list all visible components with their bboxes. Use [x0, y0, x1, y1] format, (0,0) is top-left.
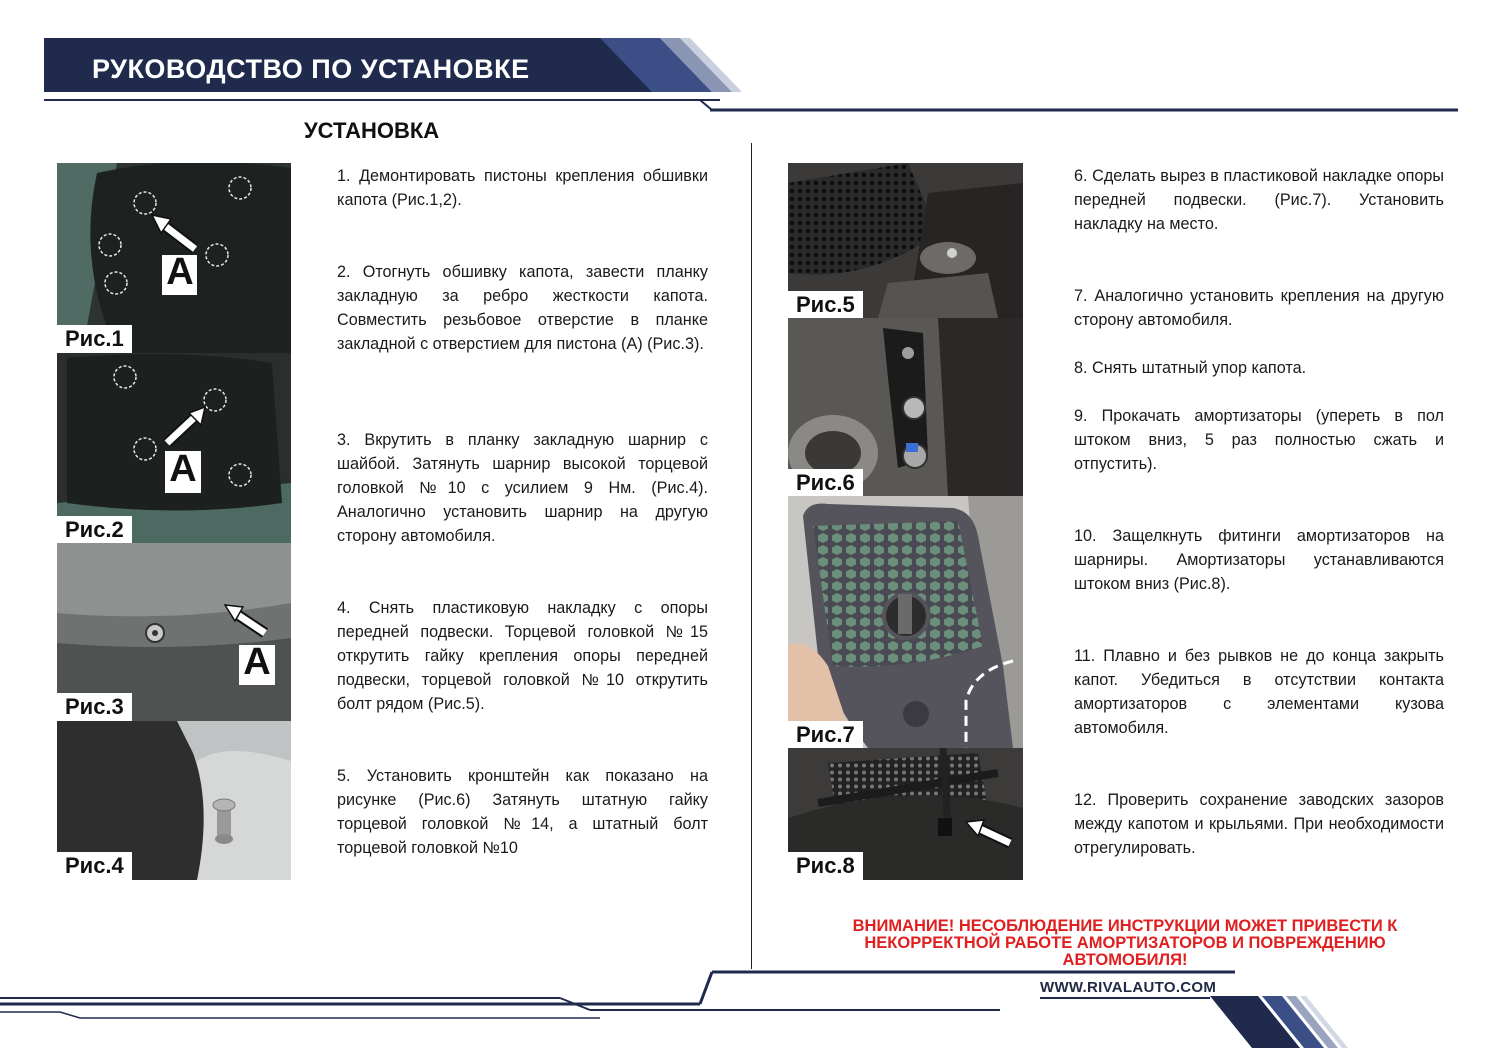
- figure-2-photo: [57, 353, 291, 543]
- figure-8-label: Рис.8: [788, 852, 863, 880]
- section-title: УСТАНОВКА: [304, 118, 440, 143]
- figure-3-label: Рис.3: [57, 693, 132, 721]
- step-10-text: 10. Защелкнуть фитинги амортизаторов на шарниры. Амортизаторы устанавливаются штоком вниз (Рис.8).: [1074, 527, 1444, 593]
- figure-7-photo: [788, 496, 1023, 748]
- step-9-text: 9. Прокачать амортизаторы (упереть в пол штоком вниз, 5 раз полностью сжать и отпустить).: [1074, 407, 1444, 473]
- figure-6-label: Рис.6: [788, 469, 863, 496]
- step-4-text: 4. Снять пластиковую накладку с опоры передней подвески. Торцевой головкой №15 открутить гайку крепления опоры передней подвески, торцевой головкой №10 открутить болт рядом (Рис.5).: [337, 599, 708, 713]
- step-1-text: 1. Демонтировать пистоны крепления обшивки капота (Рис.1,2).: [337, 167, 708, 209]
- figure-5-label: Рис.5: [788, 291, 863, 318]
- figure-1-label: Рис.1: [57, 325, 132, 353]
- step-11-text: 11. Плавно и без рывков не до конца закрыть капот. Убедиться в отсутствии контакта амортизаторов с элементами кузова автомобиля.: [1074, 647, 1444, 737]
- step-7-text: 7. Аналогично установить крепления на другую сторону автомобиля.: [1074, 287, 1444, 329]
- figure-4-label: Рис.4: [57, 852, 132, 880]
- website-link[interactable]: WWW.RIVALAUTO.COM: [1040, 979, 1217, 996]
- figure-5-photo: [788, 163, 1023, 318]
- figure-8-photo: [788, 748, 1023, 880]
- step-2-text: 2. Отогнуть обшивку капота, завести планку закладную за ребро жесткости капота. Совместить резьбовое отверстие в планке закладной с отверстием для пистона (А) (Рис.3).: [337, 263, 708, 353]
- footer-lines: [0, 960, 1500, 1060]
- figure-7-label: Рис.7: [788, 721, 863, 748]
- step-6-text: 6. Сделать вырез в пластиковой накладке опоры передней подвески. (Рис.7). Установить накладку на место.: [1074, 167, 1444, 233]
- step-5-text: 5. Установить кронштейн как показано на рисунке (Рис.6) Затянуть штатную гайку торцевой головкой №14, а штатный болт торцевой головкой №10: [337, 767, 708, 857]
- column-divider: [751, 143, 752, 969]
- figure-3-photo: [57, 543, 291, 721]
- step-12-text: 12. Проверить сохранение заводских зазоров между капотом и крыльями. При необходимости отрегулировать.: [1074, 791, 1444, 857]
- figure-1-photo: [57, 163, 291, 353]
- step-8-text: 8. Снять штатный упор капота.: [1074, 359, 1307, 377]
- header-title: РУКОВОДСТВО ПО УСТАНОВКЕ: [92, 54, 530, 84]
- warning-text: ВНИМАНИЕ! НЕСОБЛЮДЕНИЕ ИНСТРУКЦИИ МОЖЕТ ПРИВЕСТИ К НЕКОРРЕКТНОЙ РАБОТЕ АМОРТИЗАТОРОВ И ПОВРЕЖДЕНИЮ АВТОМОБИЛЯ!: [852, 917, 1398, 969]
- figure-2-label: Рис.2: [57, 516, 132, 543]
- figure-1-marker: A: [166, 251, 194, 293]
- figure-3-marker: A: [243, 641, 271, 683]
- figure-6-photo: [788, 318, 1023, 496]
- figure-4-photo: [57, 721, 291, 880]
- step-3-text: 3. Вкрутить в планку закладную шарнир с шайбой. Затянуть шарнир высокой торцевой головкой №10 с усилием 9 Нм. (Рис.4). Аналогично установить шарнир на другую сторону автомобиля.: [337, 431, 708, 545]
- figure-2-marker: A: [169, 448, 197, 490]
